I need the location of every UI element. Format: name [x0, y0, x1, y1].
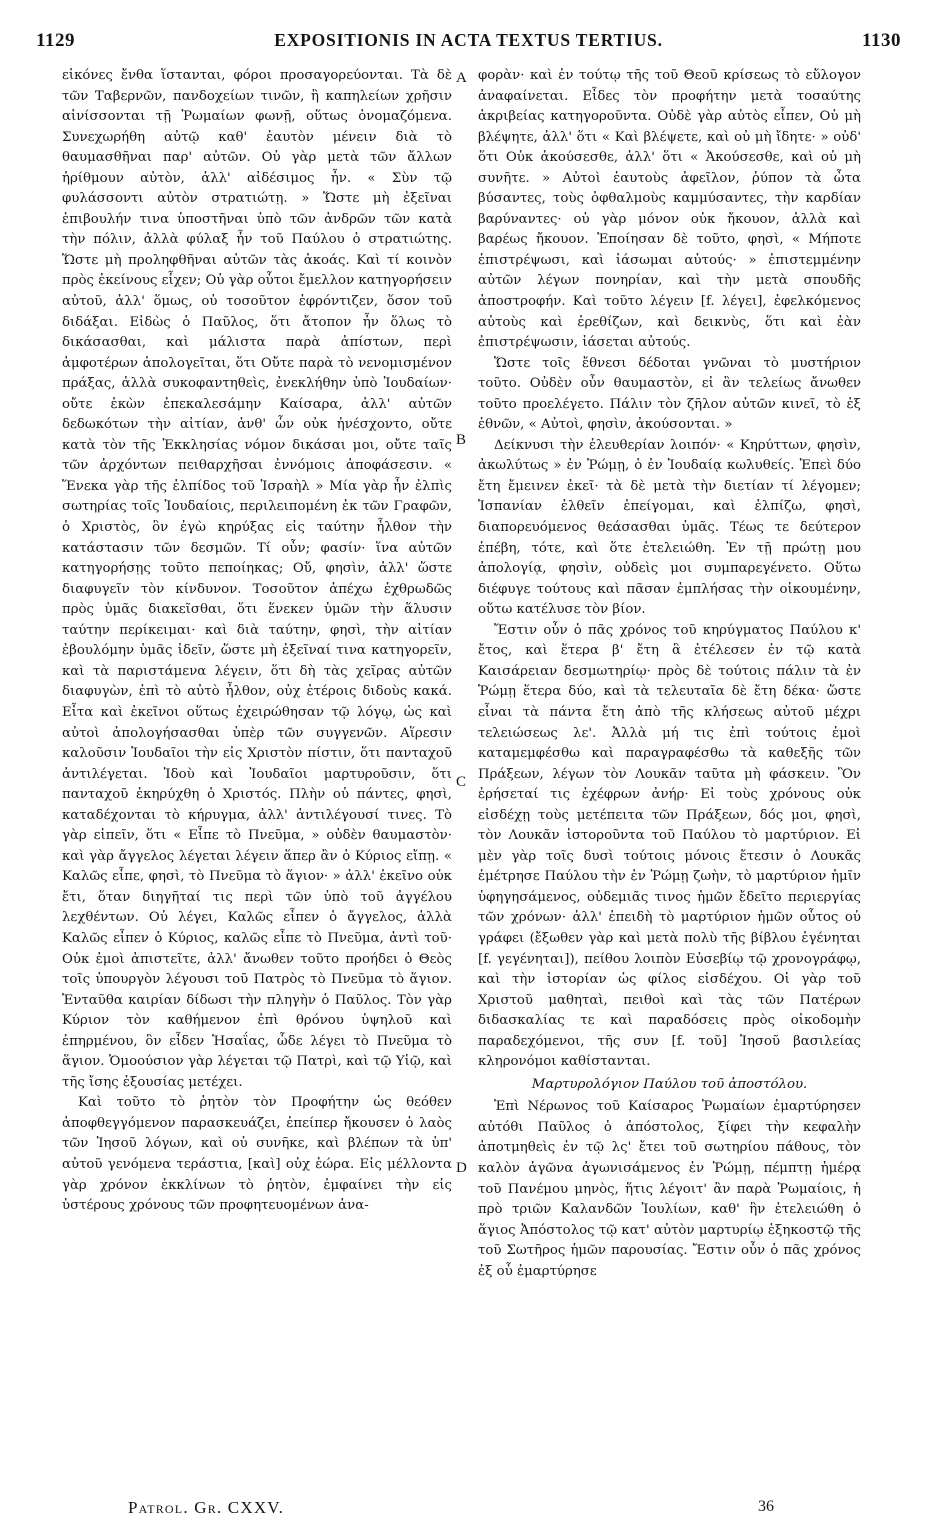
margin-marker-b: B [456, 432, 467, 448]
footer-series: Patrol. Gr. CXXV. [128, 1498, 285, 1517]
right-paragraph: Δείκνυσι τὴν ἐλευθερίαν λοιπόν· « Κηρύττων, φησὶν, ἀκωλύτως » ἐν Ῥώμῃ, ὁ ἐν Ἰουδαίᾳ κωλυθείς. Ἐπεὶ δύο ἔτη ἔμεινεν ἐκεῖ· τὰ δὲ μετὰ τὴν διετίαν τί λέγομεν; Ἱσπανίαν ἐλθεῖν ἐπείγομαι, καὶ ἐλπίζω, φησὶ, διαπορευόμενος θεάσασθαι ὑμᾶς. Τέως τε δεύτερον ἐπέβη, τότε, καὶ ὅτε ἐτελειώθη. Ἐν τῇ πρώτῃ μου ἀπολογίᾳ, φησὶν, οὐδεὶς μοι συμπαρεγένετο. Οὕτω διέφυγε τούτους καὶ πᾶσαν ἐμπλήσας τὴν οἰκουμένην, οὕτω κατέλυσε τὸν βίον. [478, 437, 861, 618]
right-paragraph: Ἔστιν οὖν ὁ πᾶς χρόνος τοῦ κηρύγματος Παύλου κ' ἔτος, καὶ ἕτερα β' ἔτη ἃ ἐτέλεσεν ἐν τῷ κατὰ Καισάρειαν δεσμωτηρίῳ· πρὸς δὲ τούτοις πάλιν τὰ ἐν Ῥώμῃ ἕτερα δύο, καὶ τὰ τελευταῖα δὲ ἔτη δέκα· ὥστε εἶναι τὰ πάντα ἔτη ἀπὸ τῆς κλήσεως αὐτοῦ μέχρι τελειώσεως λε'. Ἀλλὰ μή τις ἐπὶ τούτοις ἐμοὶ καταμεμφέσθω καὶ παραγραφέσθω τὰ καθεξῆς τῶν Πράξεων, λέγων τὸν Λουκᾶν ταῦτα μὴ φάσκειν. Ὃν ἐρήσεταί τις ἐχέφρων ἀνήρ· Εἰ τοὺς χρόνους οὐκ εἰσδέχῃ τοὺς μετέπειτα τῶν Πράξεων, δός μοι, φησὶ, τὸν Λουκᾶν ἱστοροῦντα τοῦ Παύλου τὸ μαρτύριον. Εἰ μὲν γὰρ τοῖς δυσὶ τούτοις μόνοις ἔτεσιν ὁ Λουκᾶς ἐμέτρησε Παύλου τὴν ἐν Ῥώμῃ ζωὴν, τὸ μαρτύριον ἡμῖν ὑφηγησάμενος, οὐδεμιᾶς τινος ἡμῶν ἔδεῖτο περιεργίας τῶν χρόνων· ἀλλ' ἐπειδὴ τὸ μαρτύριον ἡμῶν οὗτος οὐ γράφει (ἔξωθεν γὰρ καὶ μετὰ πολὺ τῆς βίβλου ἐγένηται [f. γεγένηται]), πείθου λοιπὸν Εὐσεβίῳ τῷ χρονογράφῳ, καὶ τὴν ἱστορίαν ὡς φίλος εἰσδέχου. Οἱ γὰρ τοῦ Χριστοῦ μαθηταὶ, πειθοὶ καὶ τὰς τῶν Πατέρων διδασκαλίας τε καὶ παραδόσεις πρὸς οἰκοδομὴν παραδεχόμενοι, τῆς συν [f. τοῦ] Ἰησοῦ βασιλείας κληρονόμοι καθίστανται. [478, 622, 861, 1070]
right-paragraph: φορὰν· καὶ ἐν τούτῳ τῆς τοῦ Θεοῦ κρίσεως τὸ εὔλογον ἀναφαίνεται. Εἶδες τὸν προφήτην μετὰ τοσαύτης ἀκριβείας κατηγοροῦντα. Οὐδὲ γὰρ αὐτὸς εἶπεν, Οὐ μὴ βλέψητε, ἀλλ' ὅτι « Καὶ βλέψετε, καὶ οὐ μὴ ἴδητε· » οὐδ' ὅτι Οὐκ ἀκούσεσθε, ἀλλ' ὅτι « Ἀκούσεσθε, καὶ οὐ μὴ συνῆτε. » Αὐτοὶ ἑαυτοὺς ἀφεῖλον, ῥύπον τὰ ὦτα βύσαντες, τοὺς ὀφθαλμοὺς καμμύσαντες, τὴν καρδίαν βαρύναντες· οὐ γὰρ μόνον οὐκ ἤκουον, ἀλλὰ καὶ βαρέως ἤκουον. Ἐποίησαν δὲ τοῦτο, φησὶ, « Μήποτε ἐπιστρέψωσι, καὶ ἰάσωμαι αὐτούς· » ἐπιστεμμένην αὐτῶν λέγων πονηρίαν, καὶ τὴν μετὰ σπουδῆς ἀποστροφήν. Καὶ τοῦτο λέγειν [f. λέγει], ἐφελκόμενος αὐτοὺς καὶ ἐρεθίζων, καὶ δεικνὺς, ὅτι καὶ ἐὰν ἐπιστρέψωσιν, ἰάσεται αὐτούς. [478, 68, 861, 351]
right-paragraph: Ὥστε τοῖς ἔθνεσι δέδοται γνῶναι τὸ μυστήριον τοῦτο. Οὐδὲν οὖν θαυμαστὸν, εἰ ἂν τελείως ἄνωθεν τοῦτο προελέγετο. Πάλιν τὸν ζῆλον αὐτῶν κινεῖ, τὸ ἐξ ἐθνῶν, « Αὐτοὶ, φησὶν, ἀκούσονται. » [478, 355, 861, 433]
page-header [36, 30, 901, 60]
section-heading: Μαρτυρολόγιον Παύλου τοῦ ἀποστόλου. [531, 1076, 808, 1092]
running-title: EXPOSITIONIS IN ACTA TEXTUS TERTIUS. [274, 30, 663, 50]
margin-marker-d: D [456, 1160, 467, 1176]
margin-marker-c: C [456, 774, 467, 790]
left-paragraph: εἰκόνες ἔνθα ἵστανται, φόροι προσαγορεύονται. Τὰ δὲ τῶν Ταβερνῶν, πανδοχείων τινῶν, ἢ καπηλείων χρῆσιν αἰνίσσονται τῇ Ῥωμαίων φωνῇ, οὕτως ὀνομαζόμενα. Συνεχωρήθη αὐτῷ καθ' ἑαυτὸν μένειν διὰ τὸ θαυμασθῆναι παρ' αὐτῶν. Οὐ γὰρ μετὰ τῶν ἄλλων ἠρίθμουν αὐτὸν, ἀλλ' αἰδέσιμος ἦν. « Σὺν τῷ φυλάσσοντι αὐτὸν στρατιώτῃ. » Ὥστε μὴ ἐξεῖναι ἐπιβουλήν τινα ὑποστῆναι ὑπὸ τῶν ἀνδρῶν τῶν κατὰ τὴν πόλιν, ἀλλὰ φύλαξ ἦν τοῦ Παύλου ὁ στρατιώτης. Ὥστε μὴ προληφθῆναι αὐτῶν τὰς ἀκοάς. Καὶ τί κοινὸν πρὸς ἐκείνους εἶχεν; Οὐ γὰρ οὗτοι ἔμελλον κατηγορήσειν αὐτοῦ, ἀλλ' ὅμως, οὐ τοσοῦτον ἐφρόντιζεν, ὅσον τοῦ διδάξαι. Εἰδὼς ὁ Παῦλος, ὅτι ἄτοπον ἦν ὅλως τὸ δικάσασθαι, καὶ μάλιστα παρὰ ἀπίστων, περὶ ἀμφοτέρων ἀπολογεῖται, ὅτι Οὔτε παρὰ τὸ νενομισμένον πράξας, ἀλλὰ συκοφαντηθεὶς, ἐνεκλήθην ὑπὸ Ἰουδαίων· οὔτε ἑκὼν ἐπεκαλεσάμην Καίσαρα, ἀλλ' αὐτῶν δεδωκότων τὴν αἰτίαν, ἀνθ' ὧν οὐκ ἠνέσχοντο, οὔτε κατὰ τὸν τῆς Ἐκκλησίας νόμον δικάσαι μοι, οὔτε ταῖς τῶν ἀρχόντων πειθαρχῆσαι ἐννόμοις ἀποφάσεσιν. « Ἕνεκα γὰρ τῆς ἐλπίδος τοῦ Ἰσραὴλ » Μία γὰρ ἦν ἐλπὶς σωτηρίας τοῖς Ἰουδαίοις, περιλειπομένη ἐκ τῶν Γραφῶν, ὁ Χριστὸς, ὃν ἐγὼ κηρύξας εἰς ταύτην ἦλθον τὴν κατάστασιν τῶν δεσμῶν. Τί οὖν; φασίν· ἵνα αὐτῶν κατηγορήσῃς τοῦτο πεποίηκας; Οὔ, φησὶν, ἀλλ' ὥστε διαφυγεῖν τὸν κίνδυνον. Τοσοῦτον ἀπέχω ἐχθρωδῶς πρὸς ὑμᾶς διακεῖσθαι, ὅτι ἕνεκεν ὑμῶν τὴν ἅλυσιν ταύτην περίκειμαι· καὶ διὰ ταύτην, φησὶ, τὴν αἰτίαν ἐβουλόμην ὑμᾶς ἰδεῖν, ὥστε μὴ ἐξεῖναί τινα κατηγορεῖν, καὶ τὰ παριστάμενα λέγειν, ὅτι δὴ τὰς χεῖρας αὐτῶν διαφυγὼν, ἐπὶ τὸ αὐτὸ ἦλθον, οὐχ ἑτέροις διδοὺς κακά. Εἶτα καὶ ἐκεῖνοι οὕτως ἐχειρώθησαν τῷ λόγῳ, ὡς καὶ αὐτοὶ ἀπολογήσασθαι ὑπὲρ τῶν συγγενῶν. Αἵρεσιν καλοῦσιν Ἰουδαῖοι τὴν εἰς Χριστὸν πίστιν, ὅτι πανταχοῦ ἀντιλέγεται. Ἰδοὺ καὶ Ἰουδαῖοι μαρτυροῦσιν, ὅτι πανταχοῦ ἐκηρύχθη ὁ Χριστός. Πλὴν οὐ πάντες, φησὶ, καταδέχονται τὸ κήρυγμα, ἀλλ' ἀντιλέγουσί τινες. Τὸ γὰρ εἰπεῖν, ὅτι « Εἶπε τὸ Πνεῦμα, » οὐδὲν θαυμαστὸν· καὶ γὰρ ἄγγελος λέγεται λέγειν ἅπερ ἂν ὁ Κύριος εἴπῃ. « Καλῶς εἶπε, φησὶ, τὸ Πνεῦμα τὸ ἅγιον· » ἀλλ' ἐκεῖνο οὐκ ἔτι, ὅταν διηγῆταί τις περὶ τῶν ὑπὸ τοῦ ἀγγέλου λεχθέντων. Οὐ λέγει, Καλῶς εἶπεν ὁ ἄγγελος, ἀλλὰ Καλῶς εἶπεν ὁ Κύριος, καλῶς εἶπε τὸ Πνεῦμα, ἀντὶ τοῦ· Οὐκ ἐμοὶ ἀπιστεῖτε, ἀλλ' ἄνωθεν τοῦτο προήδει ὁ Θεὸς τοῖς ὑπουργὸν λέγουσι τοῦ Πατρὸς τὸ Πνεῦμα τὸ ἅγιον. Ἐνταῦθα καιρίαν δίδωσι τὴν πληγὴν ὁ Παῦλος. Τὸν γὰρ Κύριον τὸν καθήμενον ἐπὶ θρόνου ὑψηλοῦ καὶ ἐπηρμένου, ὃν εἶδεν Ἡσαΐας, ὧδε λέγει τὸ Πνεῦμα τὸ ἅγιον. Ὁμοούσιον γὰρ λέγεται τῷ Πατρὶ, καὶ τῷ Υἱῷ, καὶ τῆς ἴσης ἐξουσίας μετέχει. [62, 68, 452, 1090]
footer-signature: 36 [758, 1498, 774, 1515]
page-number-left: 1129 [36, 30, 75, 51]
left-paragraph: Καὶ τοῦτο τὸ ῥητὸν τὸν Προφήτην ὡς θεόθεν ἀποφθεγγόμενον παρασκευάζει, ἐπείπερ ἤκουσεν ὁ λαὸς τῶν Ἰησοῦ λόγων, καὶ οὐ συνῆκε, καὶ βλέπων τὰ ὑπ' αὐτοῦ γενόμενα τεράστια, [καὶ] οὐχ ἑώρα. Εἰς μέλλοντα γὰρ χρόνον ἐκκλίνων τὸ ῥητὸν, ἐμφαίνει τὴν εἰς ὑστέρους χρόνους τῶν προφητευομένων ἀνα- [62, 1095, 452, 1214]
right-column [478, 66, 861, 1506]
margin-marker-a: A [456, 70, 467, 86]
page-number-right: 1130 [862, 30, 901, 51]
left-column [62, 66, 452, 1506]
right-paragraph: Ἐπὶ Νέρωνος τοῦ Καίσαρος Ῥωμαίων ἐμαρτύρησεν αὐτόθι Παῦλος ὁ ἀπόστολος, ξίφει τὴν κεφαλὴν ἀποτμηθεὶς ἐν τῷ λς' ἔτει τοῦ σωτηρίου πάθους, τὸν καλὸν ἀγῶνα ἀγωνισάμενος ἐν Ῥώμῃ, πέμπτῃ ἡμέρᾳ τοῦ Πανέμου μηνὸς, ἥτις λέγοιτ' ἂν παρὰ Ῥωμαίοις, ἡ πρὸ τριῶν Καλανδῶν Ἰουλίων, καθ' ἣν ἐτελειώθη ὁ ἅγιος Ἀπόστολος τῷ κατ' αὐτὸν μαρτυρίῳ ἑξηκοστῷ τῆς τοῦ Σωτῆρος ἡμῶν παρουσίας. Ἔστιν οὖν ὁ πᾶς χρόνος ἐξ οὗ ἐμαρτύρησε [478, 1099, 861, 1279]
